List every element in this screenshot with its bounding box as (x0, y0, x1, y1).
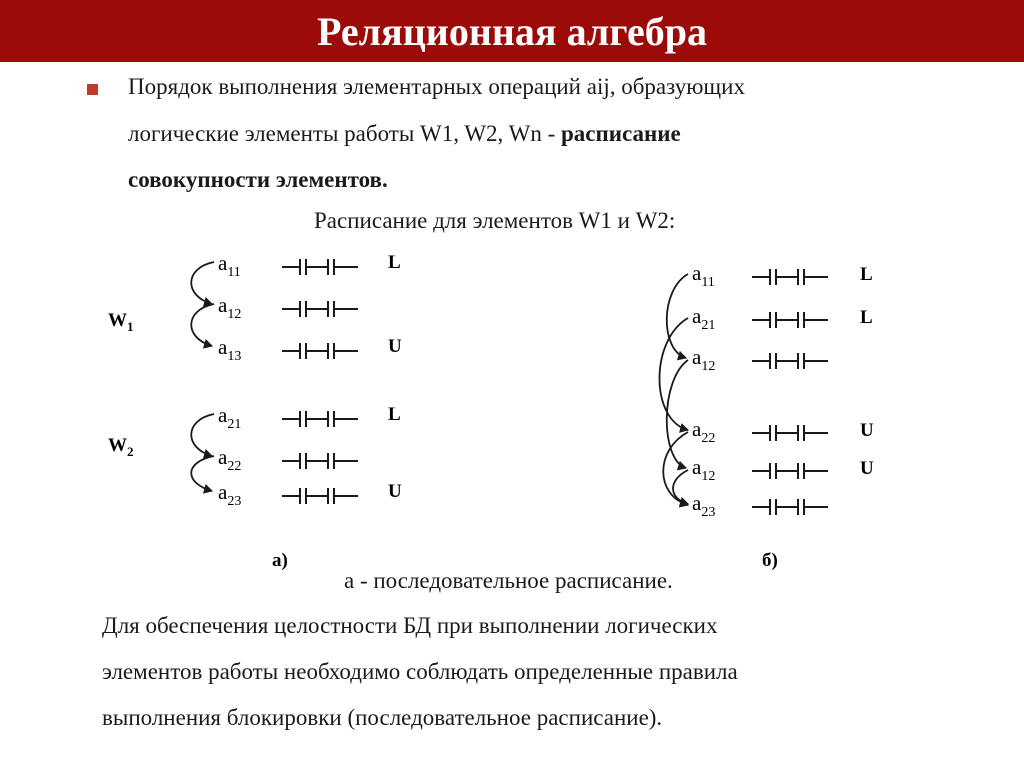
paragraph-line-1: Для обеспечения целостности БД при выполнении логических (102, 613, 718, 638)
bullet-line-2-bold: расписание (561, 121, 681, 146)
op-label: $a_{12}$ (218, 293, 242, 322)
op-label: $a_{12}$ (692, 345, 716, 374)
bullet-line-1: Порядок выполнения элементарных операций aij, образующих (128, 74, 745, 99)
lock-symbol-icon (282, 301, 358, 317)
lock-symbol-icon (282, 488, 358, 504)
sequence-arrow (191, 262, 214, 304)
sequence-arrow (667, 360, 688, 468)
lock-symbol-icon (752, 425, 828, 441)
sequence-arrow (660, 318, 689, 430)
op-label: $a_{13}$ (218, 335, 242, 364)
caption-b: б) (762, 550, 778, 571)
lock-mode-label: L (388, 404, 401, 425)
page-title: Реляционная алгебра (317, 8, 707, 54)
lock-mode-label: L (388, 252, 401, 273)
lock-mode-label: U (388, 336, 402, 357)
op-label: $a_{23}$ (692, 491, 716, 520)
lock-mode-label: L (860, 307, 873, 328)
lock-symbol-icon (282, 453, 358, 469)
sequence-arrow (667, 274, 688, 358)
caption-a: а) (272, 550, 288, 571)
lock-symbol-icon (752, 499, 828, 515)
op-label: $a_{22}$ (692, 417, 716, 446)
op-label: $a_{11}$ (692, 261, 715, 290)
op-label: $a_{23}$ (218, 480, 242, 509)
op-label: $a_{22}$ (218, 445, 242, 474)
op-label: $a_{21}$ (218, 403, 242, 432)
lock-symbol-icon (752, 312, 828, 328)
lock-symbol-icon (282, 259, 358, 275)
lock-mode-label: U (860, 420, 874, 441)
sequence-arrow (663, 432, 688, 505)
lock-symbol-icon (282, 343, 358, 359)
schedule-heading: Расписание для элементов W1 и W2: (314, 208, 676, 233)
bullet-line-3: совокупности элементов. (128, 167, 388, 192)
lock-symbol-icon (752, 269, 828, 285)
lock-mode-label: L (860, 264, 873, 285)
bullet-line-2-normal: логические элементы работы W1, W2, Wn - (128, 121, 562, 146)
sequence-arrow (191, 304, 214, 346)
paragraph-line-3: выполнения блокировки (последовательное расписание). (102, 705, 663, 730)
op-label: $a_{11}$ (218, 251, 241, 280)
group-label-0: $W_1$ (108, 310, 134, 334)
op-label: $a_{12}$ (692, 455, 716, 484)
sequential-caption: а - последовательное расписание. (344, 568, 673, 593)
lock-symbol-icon (752, 463, 828, 479)
lock-mode-label: U (388, 481, 402, 502)
op-label: $a_{21}$ (692, 304, 716, 333)
diagram-b (660, 261, 875, 520)
lock-symbol-icon (282, 411, 358, 427)
diagram-a (108, 251, 402, 509)
sequence-arrow (191, 414, 214, 456)
sequence-arrow (191, 456, 214, 491)
lock-mode-label: U (860, 458, 874, 479)
group-label-1: $W_2$ (108, 435, 134, 459)
lock-symbol-icon (752, 353, 828, 369)
paragraph-line-2: элементов работы необходимо соблюдать определенные правила (102, 659, 738, 684)
